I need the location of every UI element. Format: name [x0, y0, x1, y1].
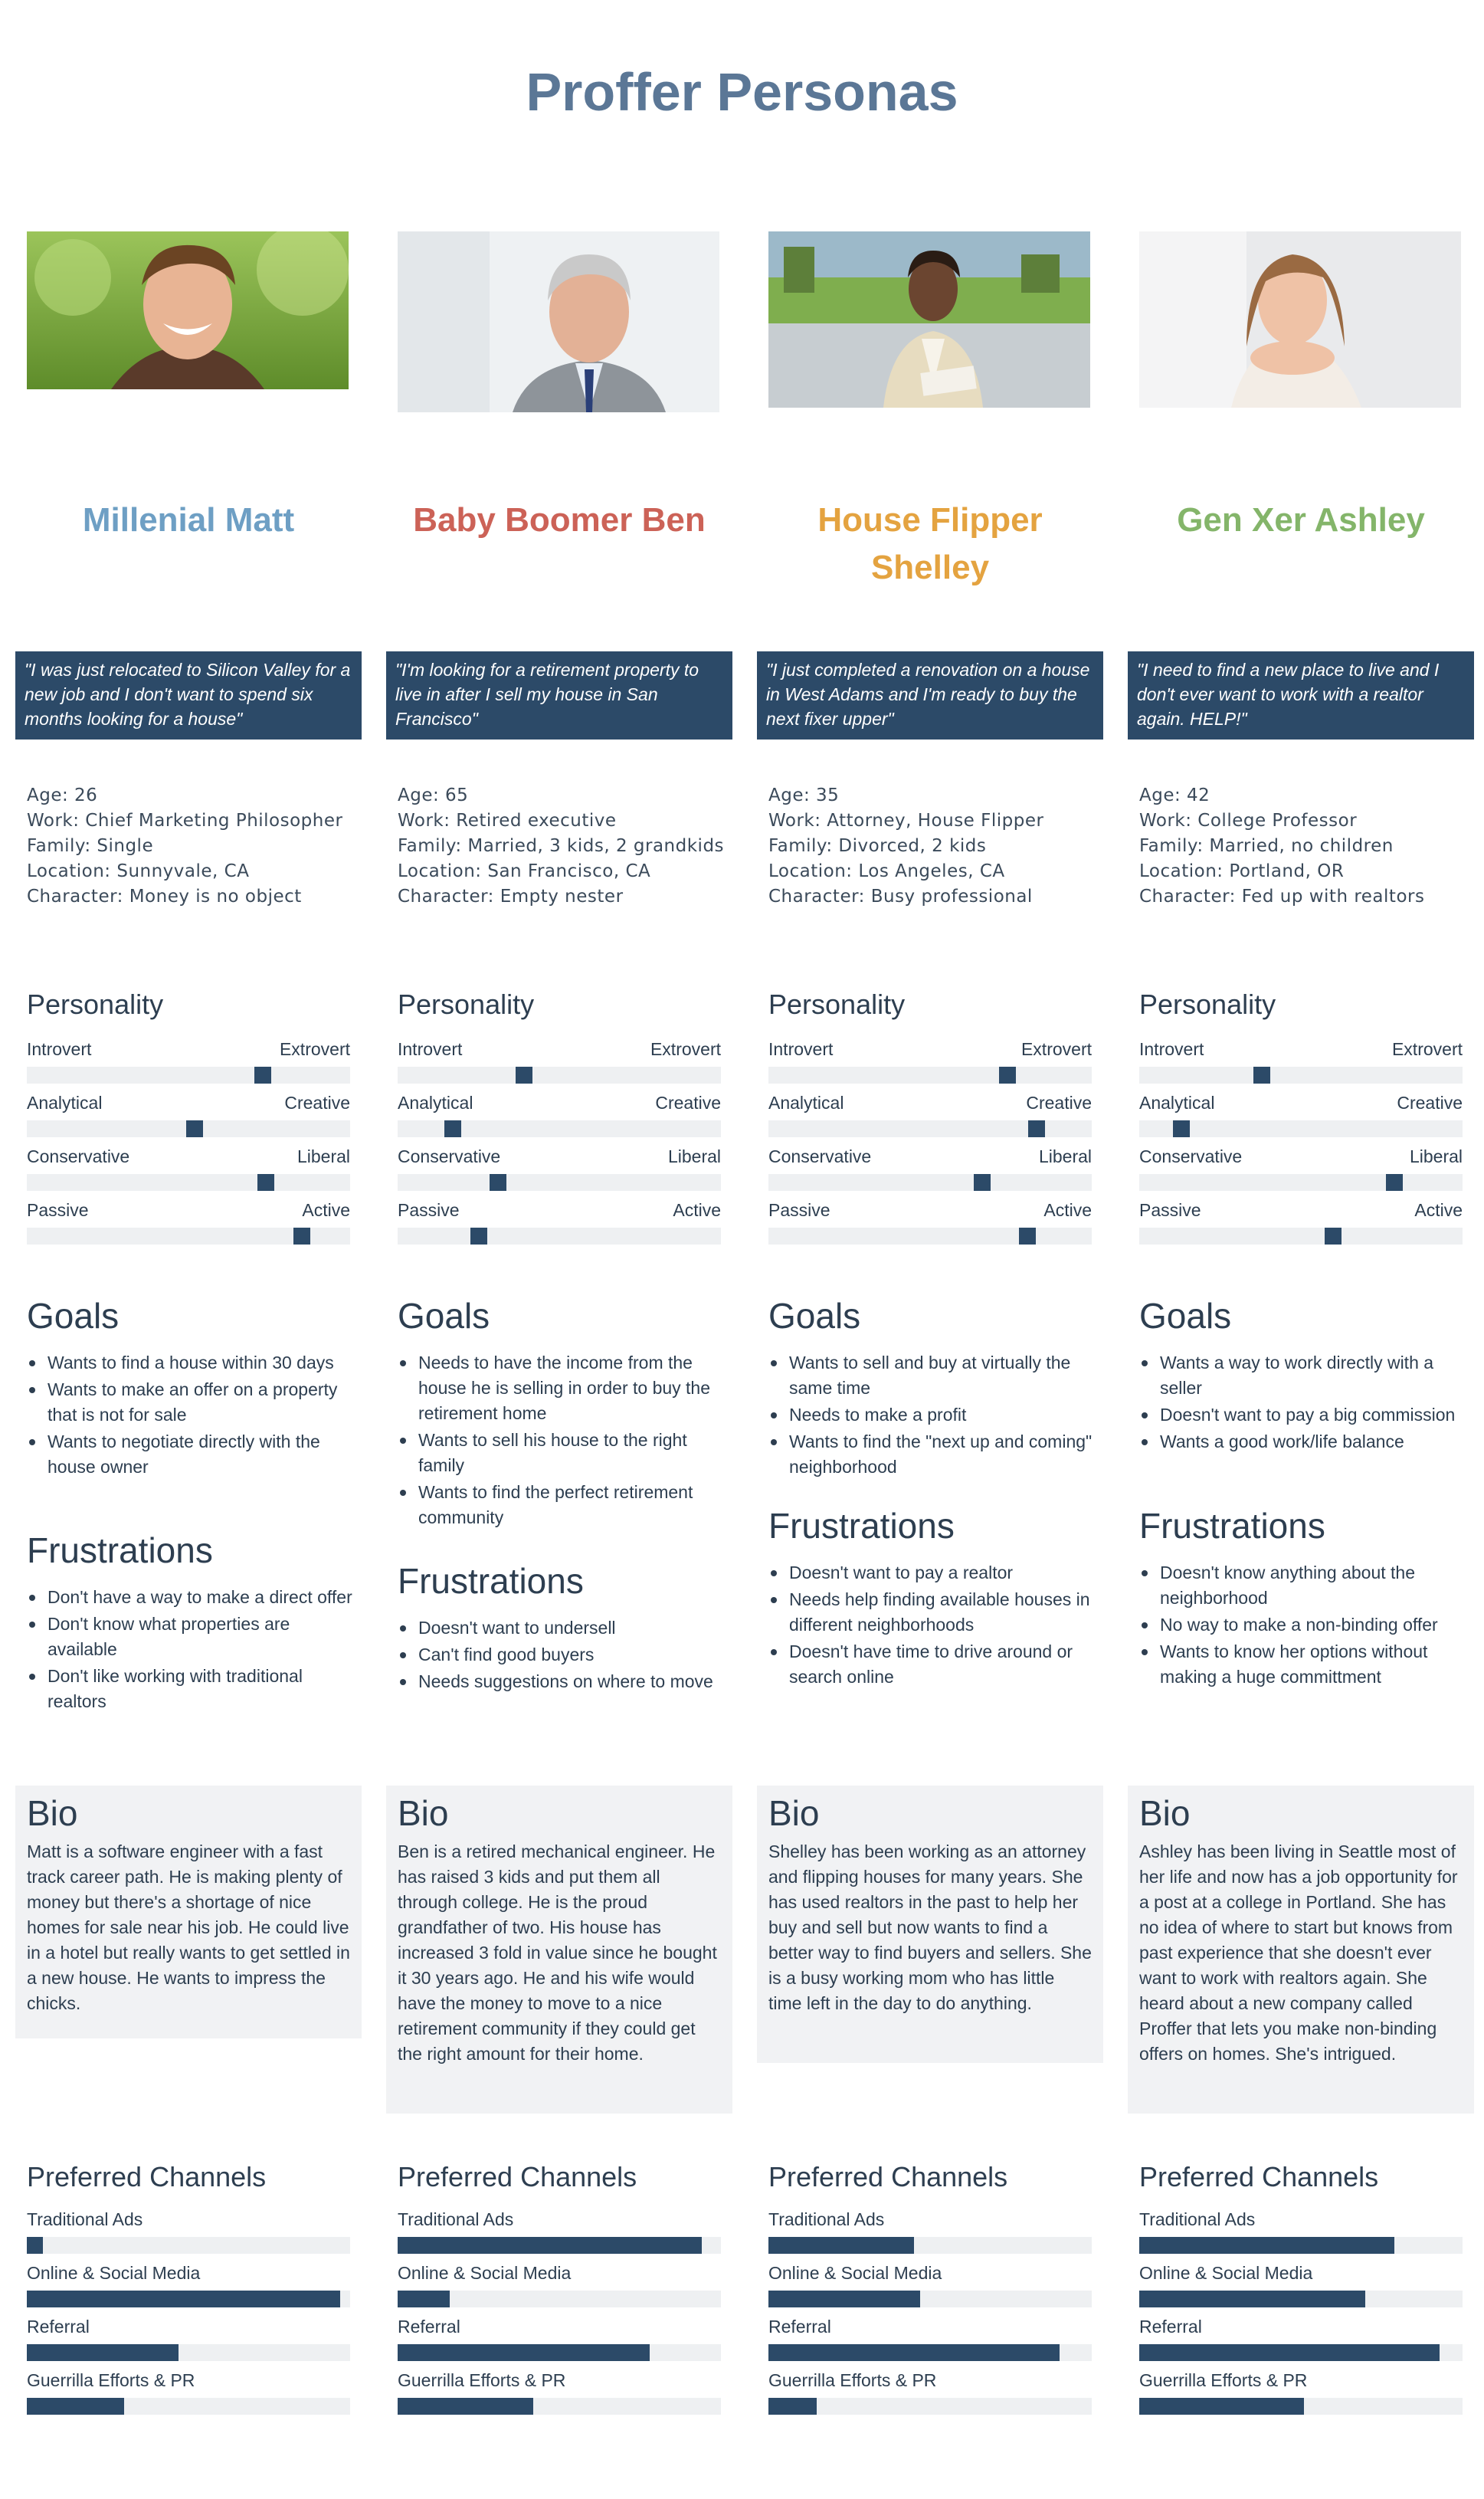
- goals-list: [398, 1350, 723, 1532]
- channel-label: Traditional Ads: [398, 2209, 514, 2229]
- goals-heading: Goals: [398, 1296, 490, 1336]
- trait-track: [398, 1228, 721, 1245]
- channel-referral: [768, 2317, 1092, 2363]
- bio-heading: Bio: [1139, 1793, 1191, 1833]
- trait-marker: [293, 1228, 310, 1245]
- goal-item: Wants to find the "next up and coming" neighborhood: [768, 1429, 1094, 1480]
- frustration-item: Don't like working with traditional realtors: [27, 1664, 352, 1714]
- trait-passive-active: [27, 1200, 350, 1235]
- frustration-item: Doesn't want to undersell: [398, 1615, 723, 1641]
- persona-facts: [768, 783, 1098, 910]
- trait-right-label: Creative: [1397, 1093, 1463, 1113]
- trait-analytical-creative: [768, 1093, 1092, 1128]
- frustration-item: No way to make a non-binding offer: [1139, 1612, 1465, 1638]
- persona-column: [757, 0, 1103, 2499]
- trait-right-label: Active: [302, 1200, 350, 1220]
- trait-right-label: Extrovert: [1391, 1039, 1463, 1059]
- persona-quote: "I was just relocated to Silicon Valley for a new job and I don't want to spend six months looking for a house": [15, 651, 362, 740]
- channel-label: Referral: [1139, 2317, 1202, 2337]
- frustrations-list: [1139, 1560, 1465, 1691]
- trait-introvert-extrovert: [27, 1039, 350, 1074]
- channels-heading: Preferred Channels: [768, 2161, 1008, 2192]
- channel-label: Traditional Ads: [27, 2209, 143, 2229]
- channel-label: Guerrilla Efforts & PR: [398, 2370, 566, 2390]
- channel-label: Referral: [768, 2317, 831, 2337]
- bio-heading: Bio: [398, 1793, 449, 1833]
- trait-marker: [490, 1174, 506, 1191]
- channel-bar: [398, 2291, 450, 2307]
- channel-label: Guerrilla Efforts & PR: [27, 2370, 195, 2390]
- trait-right-label: Creative: [1026, 1093, 1092, 1113]
- channel-bar: [27, 2291, 340, 2307]
- frustration-item: Doesn't want to pay a realtor: [768, 1560, 1094, 1586]
- channel-online-social: [27, 2263, 350, 2309]
- frustrations-list: [768, 1560, 1094, 1691]
- channels-heading: Preferred Channels: [27, 2161, 267, 2192]
- channel-bar: [27, 2344, 179, 2361]
- channel-bar: [768, 2291, 920, 2307]
- personality-heading: Personality: [768, 989, 906, 1020]
- fact-character: Character: Busy professional: [768, 887, 1033, 907]
- persona-column: [1128, 0, 1474, 2499]
- goal-item: Wants to find a house within 30 days: [27, 1350, 352, 1376]
- fact-work: Work: Retired executive: [398, 811, 617, 831]
- trait-track: [768, 1067, 1092, 1084]
- fact-family: Family: Married, 3 kids, 2 grandkids: [398, 836, 725, 856]
- trait-left-label: Introvert: [1139, 1039, 1204, 1059]
- frustrations-heading: Frustrations: [27, 1530, 213, 1570]
- bio-card: [1128, 1786, 1474, 2114]
- channel-bar: [27, 2237, 43, 2254]
- frustration-item: Don't know what properties are available: [27, 1612, 352, 1662]
- frustrations-heading: Frustrations: [398, 1561, 584, 1601]
- goals-heading: Goals: [1139, 1296, 1232, 1336]
- fact-age: Age: 26: [27, 785, 98, 805]
- bio-heading: Bio: [27, 1793, 78, 1833]
- frustration-item: Don't have a way to make a direct offer: [27, 1585, 352, 1610]
- channel-bar: [398, 2344, 650, 2361]
- goal-item: Wants to negotiate directly with the house owner: [27, 1429, 352, 1480]
- trait-left-label: Introvert: [768, 1039, 834, 1059]
- trait-right-label: Active: [673, 1200, 721, 1220]
- channel-label: Referral: [27, 2317, 90, 2337]
- frustration-item: Wants to know her options without making a huge committment: [1139, 1639, 1465, 1690]
- goal-item: Wants to sell his house to the right family: [398, 1428, 723, 1478]
- businesswoman-outdoors-photo: [768, 231, 1090, 408]
- trait-left-label: Analytical: [768, 1093, 844, 1113]
- channel-referral: [398, 2317, 721, 2363]
- channel-traditional-ads: [398, 2209, 721, 2255]
- trait-marker: [470, 1228, 487, 1245]
- fact-age: Age: 42: [1139, 785, 1210, 805]
- frustration-item: Doesn't know anything about the neighborhood: [1139, 1560, 1465, 1611]
- bio-text: Ashley has been living in Seattle most of her life and now has a job opportunity for a post at a college in Portland. She has no idea of where to start but knows from past experience that she doesn't ever want to work with realtors again. She heard about a new company called Proffer that lets you make non-binding offers on homes. She's intrigued.: [1139, 1841, 1458, 2064]
- trait-right-label: Creative: [284, 1093, 350, 1113]
- trait-right-label: Active: [1414, 1200, 1463, 1220]
- personality-heading: Personality: [1139, 989, 1276, 1020]
- trait-left-label: Analytical: [1139, 1093, 1215, 1113]
- fact-location: Location: Portland, OR: [1139, 861, 1345, 881]
- trait-conservative-liberal: [398, 1146, 721, 1182]
- trait-marker: [186, 1120, 203, 1137]
- channel-label: Referral: [398, 2317, 460, 2337]
- trait-marker: [1325, 1228, 1341, 1245]
- trait-left-label: Conservative: [1139, 1146, 1243, 1166]
- bio-heading: Bio: [768, 1793, 820, 1833]
- trait-analytical-creative: [27, 1093, 350, 1128]
- fact-work: Work: College Professor: [1139, 811, 1358, 831]
- channel-label: Online & Social Media: [1139, 2263, 1313, 2283]
- persona-name: Baby Boomer Ben: [413, 501, 706, 539]
- bio-text: Shelley has been working as an attorney and flipping houses for many years. She has used realtors in the past to help her buy and sell but now wants to find a better way to find buyers and sellers. She is a busy working mom who has little time left in the day to do anything.: [768, 1841, 1092, 2013]
- trait-marker: [254, 1067, 271, 1084]
- trait-left-label: Passive: [398, 1200, 460, 1220]
- channels-heading: Preferred Channels: [1139, 2161, 1379, 2192]
- trait-marker: [257, 1174, 274, 1191]
- trait-left-label: Passive: [27, 1200, 89, 1220]
- channel-bar: [1139, 2398, 1304, 2415]
- fact-family: Family: Single: [27, 836, 154, 856]
- trait-analytical-creative: [398, 1093, 721, 1128]
- trait-left-label: Conservative: [398, 1146, 501, 1166]
- fact-work: Work: Attorney, House Flipper: [768, 811, 1044, 831]
- channel-label: Online & Social Media: [27, 2263, 201, 2283]
- frustration-item: Can't find good buyers: [398, 1642, 723, 1668]
- persona-facts: [398, 783, 727, 910]
- persona-name: Millenial Matt: [82, 501, 295, 539]
- trait-marker: [1019, 1228, 1036, 1245]
- woman-resting-chin-photo: [1139, 231, 1461, 408]
- trait-introvert-extrovert: [768, 1039, 1092, 1074]
- goals-list: [768, 1350, 1094, 1481]
- trait-track: [398, 1174, 721, 1191]
- trait-marker: [1386, 1174, 1403, 1191]
- channel-guerrilla-pr: [398, 2370, 721, 2416]
- personality-heading: Personality: [27, 989, 164, 1020]
- trait-track: [1139, 1228, 1463, 1245]
- channel-bar: [768, 2237, 914, 2254]
- trait-left-label: Introvert: [398, 1039, 463, 1059]
- channel-track: [27, 2237, 350, 2254]
- trait-left-label: Passive: [1139, 1200, 1201, 1220]
- goal-item: Wants a way to work directly with a seller: [1139, 1350, 1465, 1401]
- trait-left-label: Analytical: [398, 1093, 473, 1113]
- fact-age: Age: 35: [768, 785, 840, 805]
- persona-column: [386, 0, 732, 2499]
- frustration-item: Needs suggestions on where to move: [398, 1669, 723, 1694]
- channel-online-social: [1139, 2263, 1463, 2309]
- personality-heading: Personality: [398, 989, 535, 1020]
- channel-guerrilla-pr: [27, 2370, 350, 2416]
- trait-left-label: Passive: [768, 1200, 830, 1220]
- page-title: Proffer Personas: [526, 62, 958, 122]
- trait-marker: [1173, 1120, 1190, 1137]
- trait-track: [27, 1174, 350, 1191]
- channels-heading: Preferred Channels: [398, 2161, 637, 2192]
- channel-bar: [1139, 2291, 1365, 2307]
- goal-item: Wants to sell and buy at virtually the same time: [768, 1350, 1094, 1401]
- trait-right-label: Liberal: [296, 1146, 350, 1166]
- channel-label: Traditional Ads: [1139, 2209, 1256, 2229]
- channel-label: Guerrilla Efforts & PR: [768, 2370, 937, 2390]
- bio-text: Matt is a software engineer with a fast track career path. He is making plenty of money but there's a shortage of nice homes for sale near his job. He could live in a hotel but really wants to get settled in a new house. He wants to impress the chicks.: [27, 1841, 350, 2013]
- trait-left-label: Conservative: [768, 1146, 872, 1166]
- frustration-item: Needs help finding available houses in different neighborhoods: [768, 1587, 1094, 1638]
- trait-right-label: Active: [1043, 1200, 1092, 1220]
- trait-track: [27, 1067, 350, 1084]
- trait-introvert-extrovert: [398, 1039, 721, 1074]
- channel-bar: [768, 2398, 817, 2415]
- trait-passive-active: [398, 1200, 721, 1235]
- fact-location: Location: Sunnyvale, CA: [27, 861, 250, 881]
- trait-marker: [974, 1174, 991, 1191]
- trait-marker: [516, 1067, 532, 1084]
- channel-label: Traditional Ads: [768, 2209, 885, 2229]
- goals-heading: Goals: [27, 1296, 120, 1336]
- persona-quote: "I'm looking for a retirement property to live in after I sell my house in San Francisco": [386, 651, 732, 740]
- persona-facts: [27, 783, 356, 910]
- channel-bar: [768, 2344, 1060, 2361]
- bio-text: Ben is a retired mechanical engineer. He has raised 3 kids and put them all through college. He is the proud grandfather of two. His house has increased 3 fold in value since he bought it 30 years ago. He and his wife would have the money to move to a nice retirement community if they could get the right amount for their home.: [398, 1841, 717, 2064]
- trait-passive-active: [1139, 1200, 1463, 1235]
- channel-traditional-ads: [1139, 2209, 1463, 2255]
- channel-bar: [1139, 2344, 1440, 2361]
- trait-right-label: Extrovert: [650, 1039, 721, 1059]
- fact-family: Family: Married, no children: [1139, 836, 1394, 856]
- goal-item: Needs to have the income from the house he is selling in order to buy the retirement home: [398, 1350, 723, 1426]
- trait-right-label: Extrovert: [1020, 1039, 1092, 1059]
- frustrations-list: [398, 1615, 723, 1696]
- frustrations-heading: Frustrations: [1139, 1506, 1325, 1546]
- channel-traditional-ads: [768, 2209, 1092, 2255]
- fact-age: Age: 65: [398, 785, 469, 805]
- channel-bar: [27, 2398, 124, 2415]
- fact-work: Work: Chief Marketing Philosopher: [27, 811, 343, 831]
- trait-conservative-liberal: [768, 1146, 1092, 1182]
- fact-location: Location: Los Angeles, CA: [768, 861, 1005, 881]
- trait-track: [768, 1228, 1092, 1245]
- trait-introvert-extrovert: [1139, 1039, 1463, 1074]
- goals-heading: Goals: [768, 1296, 861, 1336]
- fact-character: Character: Fed up with realtors: [1139, 887, 1425, 907]
- trait-right-label: Creative: [655, 1093, 721, 1113]
- businessman-gray-hair-photo: [398, 231, 719, 412]
- trait-track: [398, 1067, 721, 1084]
- goal-item: Wants to make an offer on a property that is not for sale: [27, 1377, 352, 1428]
- bio-card: [15, 1786, 362, 2038]
- trait-marker: [999, 1067, 1016, 1084]
- persona-quote: "I just completed a renovation on a house in West Adams and I'm ready to buy the next fixer upper": [757, 651, 1103, 740]
- goal-item: Needs to make a profit: [768, 1402, 1094, 1428]
- trait-track: [768, 1174, 1092, 1191]
- channel-label: Online & Social Media: [768, 2263, 942, 2283]
- goal-item: Doesn't want to pay a big commission: [1139, 1402, 1465, 1428]
- channel-guerrilla-pr: [1139, 2370, 1463, 2416]
- trait-left-label: Introvert: [27, 1039, 92, 1059]
- fact-character: Character: Empty nester: [398, 887, 624, 907]
- goals-list: [27, 1350, 352, 1481]
- frustrations-heading: Frustrations: [768, 1506, 955, 1546]
- channel-guerrilla-pr: [768, 2370, 1092, 2416]
- fact-location: Location: San Francisco, CA: [398, 861, 651, 881]
- channel-track: [768, 2398, 1092, 2415]
- channel-bar: [1139, 2237, 1394, 2254]
- goal-item: Wants a good work/life balance: [1139, 1429, 1465, 1454]
- channel-bar: [398, 2237, 702, 2254]
- channel-referral: [1139, 2317, 1463, 2363]
- persona-column: [15, 0, 362, 2499]
- smiling-young-man-photo: [27, 231, 349, 389]
- trait-passive-active: [768, 1200, 1092, 1235]
- channel-label: Online & Social Media: [398, 2263, 572, 2283]
- fact-family: Family: Divorced, 2 kids: [768, 836, 987, 856]
- fact-character: Character: Money is no object: [27, 887, 302, 907]
- goal-item: Wants to find the perfect retirement community: [398, 1480, 723, 1530]
- trait-left-label: Conservative: [27, 1146, 130, 1166]
- trait-right-label: Liberal: [667, 1146, 721, 1166]
- bio-card: [386, 1786, 732, 2114]
- channel-traditional-ads: [27, 2209, 350, 2255]
- trait-right-label: Extrovert: [279, 1039, 350, 1059]
- trait-track: [1139, 1067, 1463, 1084]
- channel-bar: [398, 2398, 533, 2415]
- trait-marker: [444, 1120, 461, 1137]
- trait-track: [1139, 1174, 1463, 1191]
- persona-name: Gen Xer Ashley: [1177, 501, 1425, 539]
- channel-online-social: [768, 2263, 1092, 2309]
- channel-online-social: [398, 2263, 721, 2309]
- goals-list: [1139, 1350, 1465, 1456]
- trait-conservative-liberal: [1139, 1146, 1463, 1182]
- bio-card: [757, 1786, 1103, 2063]
- channel-label: Guerrilla Efforts & PR: [1139, 2370, 1308, 2390]
- trait-marker: [1028, 1120, 1045, 1137]
- trait-analytical-creative: [1139, 1093, 1463, 1128]
- trait-conservative-liberal: [27, 1146, 350, 1182]
- persona-quote: "I need to find a new place to live and I don't ever want to work with a realtor again. HELP!": [1128, 651, 1474, 740]
- frustration-item: Doesn't have time to drive around or search online: [768, 1639, 1094, 1690]
- persona-name: House Flipper Shelley: [817, 501, 1043, 586]
- trait-right-label: Liberal: [1038, 1146, 1092, 1166]
- trait-left-label: Analytical: [27, 1093, 103, 1113]
- trait-right-label: Liberal: [1409, 1146, 1463, 1166]
- persona-facts: [1139, 783, 1469, 910]
- trait-marker: [1253, 1067, 1270, 1084]
- frustrations-list: [27, 1585, 352, 1716]
- channel-referral: [27, 2317, 350, 2363]
